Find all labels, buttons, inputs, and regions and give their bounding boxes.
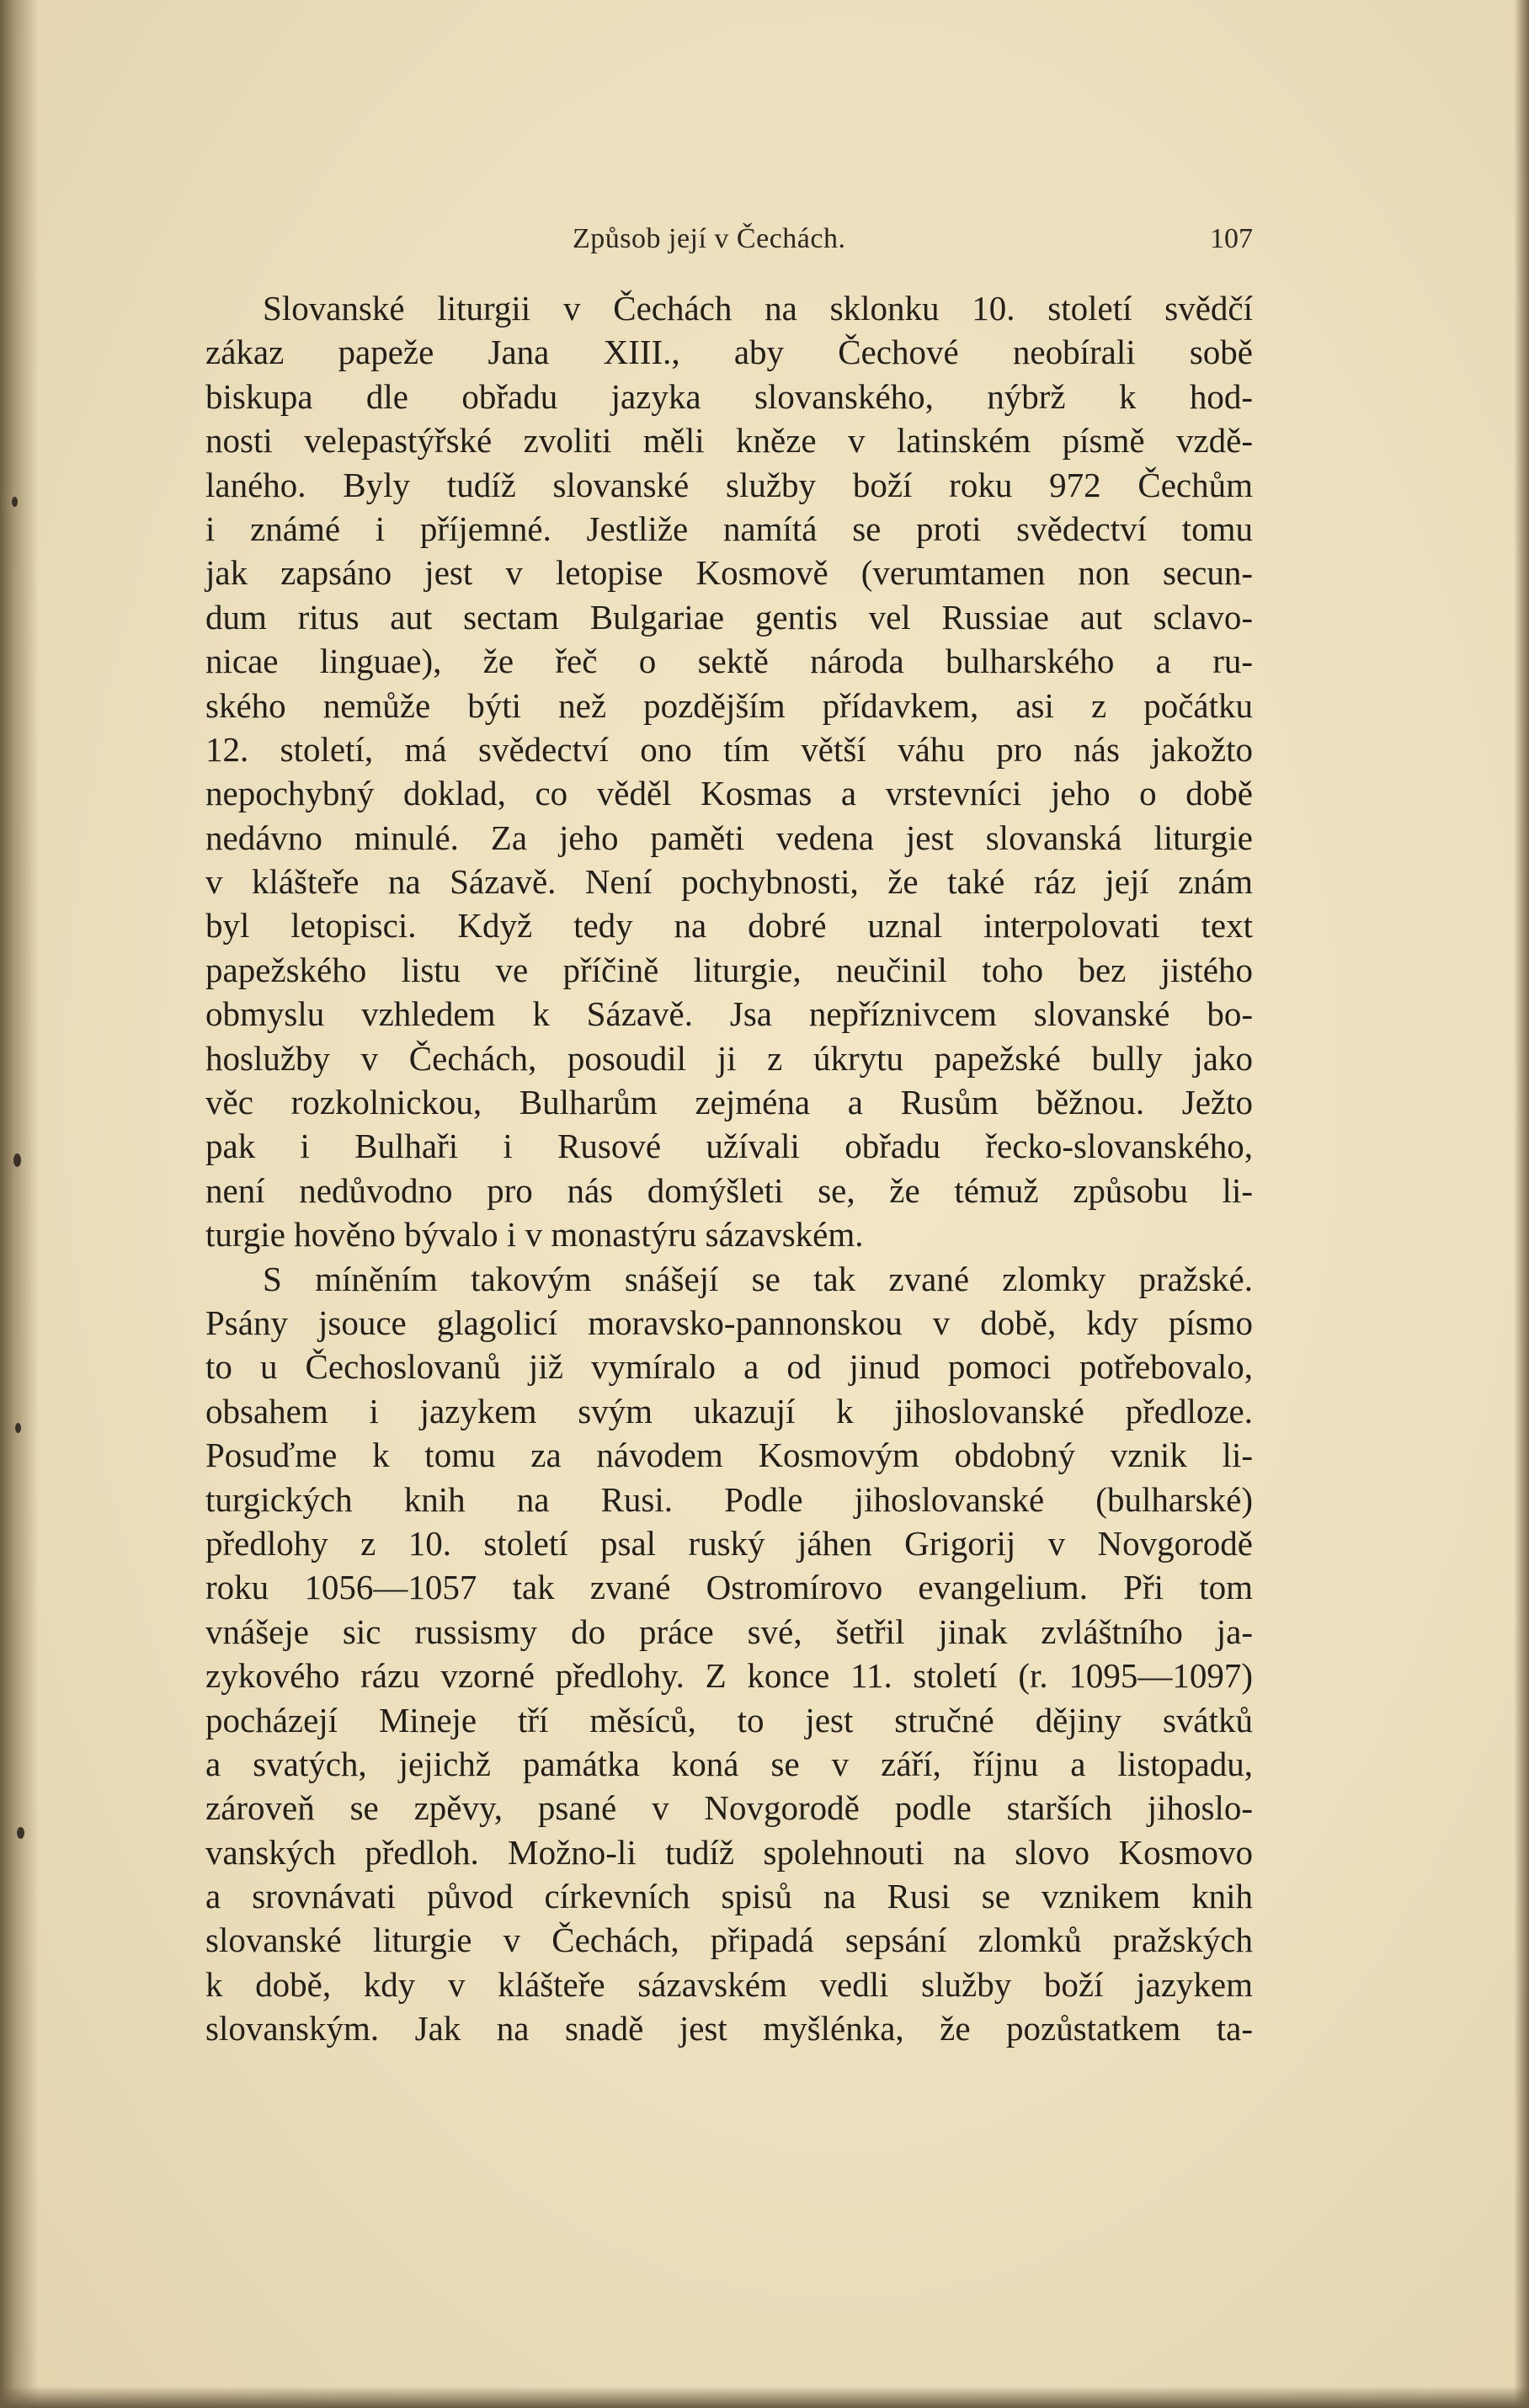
text-line: Posuďme k tomu za návodem Kosmovým obdobný vznik li-: [205, 1436, 1253, 1475]
text-line: ského nemůže býti než pozdějším přídavkem, asi z počátku: [205, 685, 1253, 725]
text-line: roku 1056—1057 tak zvané Ostromírovo evangelium. Při tom: [205, 1568, 1253, 1607]
body-text: [205, 286, 1253, 2051]
text-line: jak zapsáno jest v letopise Kosmově (verumtamen non secun-: [205, 553, 1253, 593]
page-header: [205, 221, 1253, 258]
text-line: pocházejí Mineje tří měsíců, to jest stručné dějiny svátků: [205, 1700, 1253, 1739]
scan-speck: [15, 1423, 21, 1433]
text-line: předlohy z 10. století psal ruský jáhen Grigorij v Novgorodě: [205, 1523, 1253, 1563]
scan-speck: [13, 1153, 21, 1167]
paragraph-2: [205, 1257, 1253, 2051]
text-line: byl letopisci. Když tedy na dobré uznal interpolovati text: [205, 906, 1253, 946]
scan-speck: [12, 497, 18, 507]
text-line: turgie hověno bývalo i v monastýru sázavském.: [205, 1215, 864, 1255]
text-line: slovanským. Jak na snadě jest myšlénka, že pozůstatkem ta-: [205, 2009, 1253, 2048]
text-line: pak i Bulhaři i Rusové užívali obřadu řecko-slovanského,: [205, 1127, 1253, 1166]
text-line: vanských předloh. Možno-li tudíž spolehnouti na slovo Kosmovo: [205, 1832, 1253, 1872]
text-line: papežského listu ve příčině liturgie, neučinil toho bez jistého: [205, 950, 1253, 989]
text-line: obsahem i jazykem svým ukazují k jihoslovanské předloze.: [205, 1391, 1253, 1430]
scan-speck: [17, 1827, 24, 1839]
text-line: není nedůvodno pro nás domýšleti se, že témuž způsobu li-: [205, 1170, 1253, 1210]
page-edge-bottom: [0, 2386, 1529, 2408]
text-line: zykového rázu vzorné předlohy. Z konce 11. století (r. 1095—1097): [205, 1656, 1253, 1696]
text-line: laného. Byly tudíž slovanské služby boží roku 972 Čechům: [205, 465, 1253, 504]
text-line: zároveň se zpěvy, psané v Novgorodě podle starších jihoslo-: [205, 1788, 1253, 1828]
text-line: věc rozkolnickou, Bulharům zejména a Rusům běžnou. Ježto: [205, 1083, 1253, 1122]
text-line: slovanské liturgie v Čechách, připadá sepsání zlomků pražských: [205, 1921, 1253, 1960]
text-line: dum ritus aut sectam Bulgariae gentis vel Russiae aut sclavo-: [205, 597, 1253, 637]
paragraph-1: [205, 286, 1253, 1257]
text-line: i známé i příjemné. Jestliže namítá se proti svědectví tomu: [205, 509, 1253, 548]
text-line: nosti velepastýřské zvoliti měli kněze v latinském písmě vzdě-: [205, 421, 1253, 461]
running-title: Způsob její v Čechách.: [573, 223, 846, 254]
text-line: zákaz papeže Jana XIII., aby Čechové neobírali sobě: [205, 333, 1253, 372]
page-edge-right: [1514, 0, 1529, 2408]
text-line: to u Čechoslovanů již vymíralo a od jinud pomoci potřebovalo,: [205, 1347, 1253, 1387]
text-line: biskupa dle obřadu jazyka slovanského, nýbrž k hod-: [205, 376, 1253, 416]
text-line: Slovanské liturgii v Čechách na sklonku 10. století svědčí: [263, 289, 1253, 328]
text-line: nedávno minulé. Za jeho paměti vedena jest slovanská liturgie: [205, 818, 1253, 857]
text-line: turgických knih na Rusi. Podle jihoslovanské (bulharské): [205, 1479, 1253, 1519]
text-line: hoslužby v Čechách, posoudil ji z úkrytu papežské bully jako: [205, 1038, 1253, 1078]
text-line: v klášteře na Sázavě. Není pochybnosti, že také ráz její znám: [205, 862, 1253, 902]
text-line: nicae linguae), že řeč o sektě národa bulharského a ru-: [205, 642, 1253, 681]
text-line: a srovnávati původ církevních spisů na Rusi se vznikem knih: [205, 1877, 1253, 1916]
page-number: 107: [1210, 223, 1253, 254]
text-line: vnášeje sic russismy do práce své, šetřil jinak zvláštního ja-: [205, 1612, 1253, 1651]
text-line: nepochybný doklad, co věděl Kosmas a vrstevníci jeho o době: [205, 774, 1253, 813]
text-line: a svatých, jejichž památka koná se v září, říjnu a listopadu,: [205, 1744, 1253, 1783]
text-line: 12. století, má svědectví ono tím větší váhu pro nás jakožto: [205, 729, 1253, 769]
text-line: k době, kdy v klášteře sázavském vedli služby boží jazykem: [205, 1964, 1253, 2004]
spine-shadow: [0, 0, 39, 2408]
text-line: obmyslu vzhledem k Sázavě. Jsa nepříznivcem slovanské bo-: [205, 994, 1253, 1034]
text-line: S míněním takovým snášejí se tak zvané zlomky pražské.: [263, 1259, 1253, 1298]
text-line: Psány jsouce glagolicí moravsko-pannonskou v době, kdy písmo: [205, 1303, 1253, 1342]
